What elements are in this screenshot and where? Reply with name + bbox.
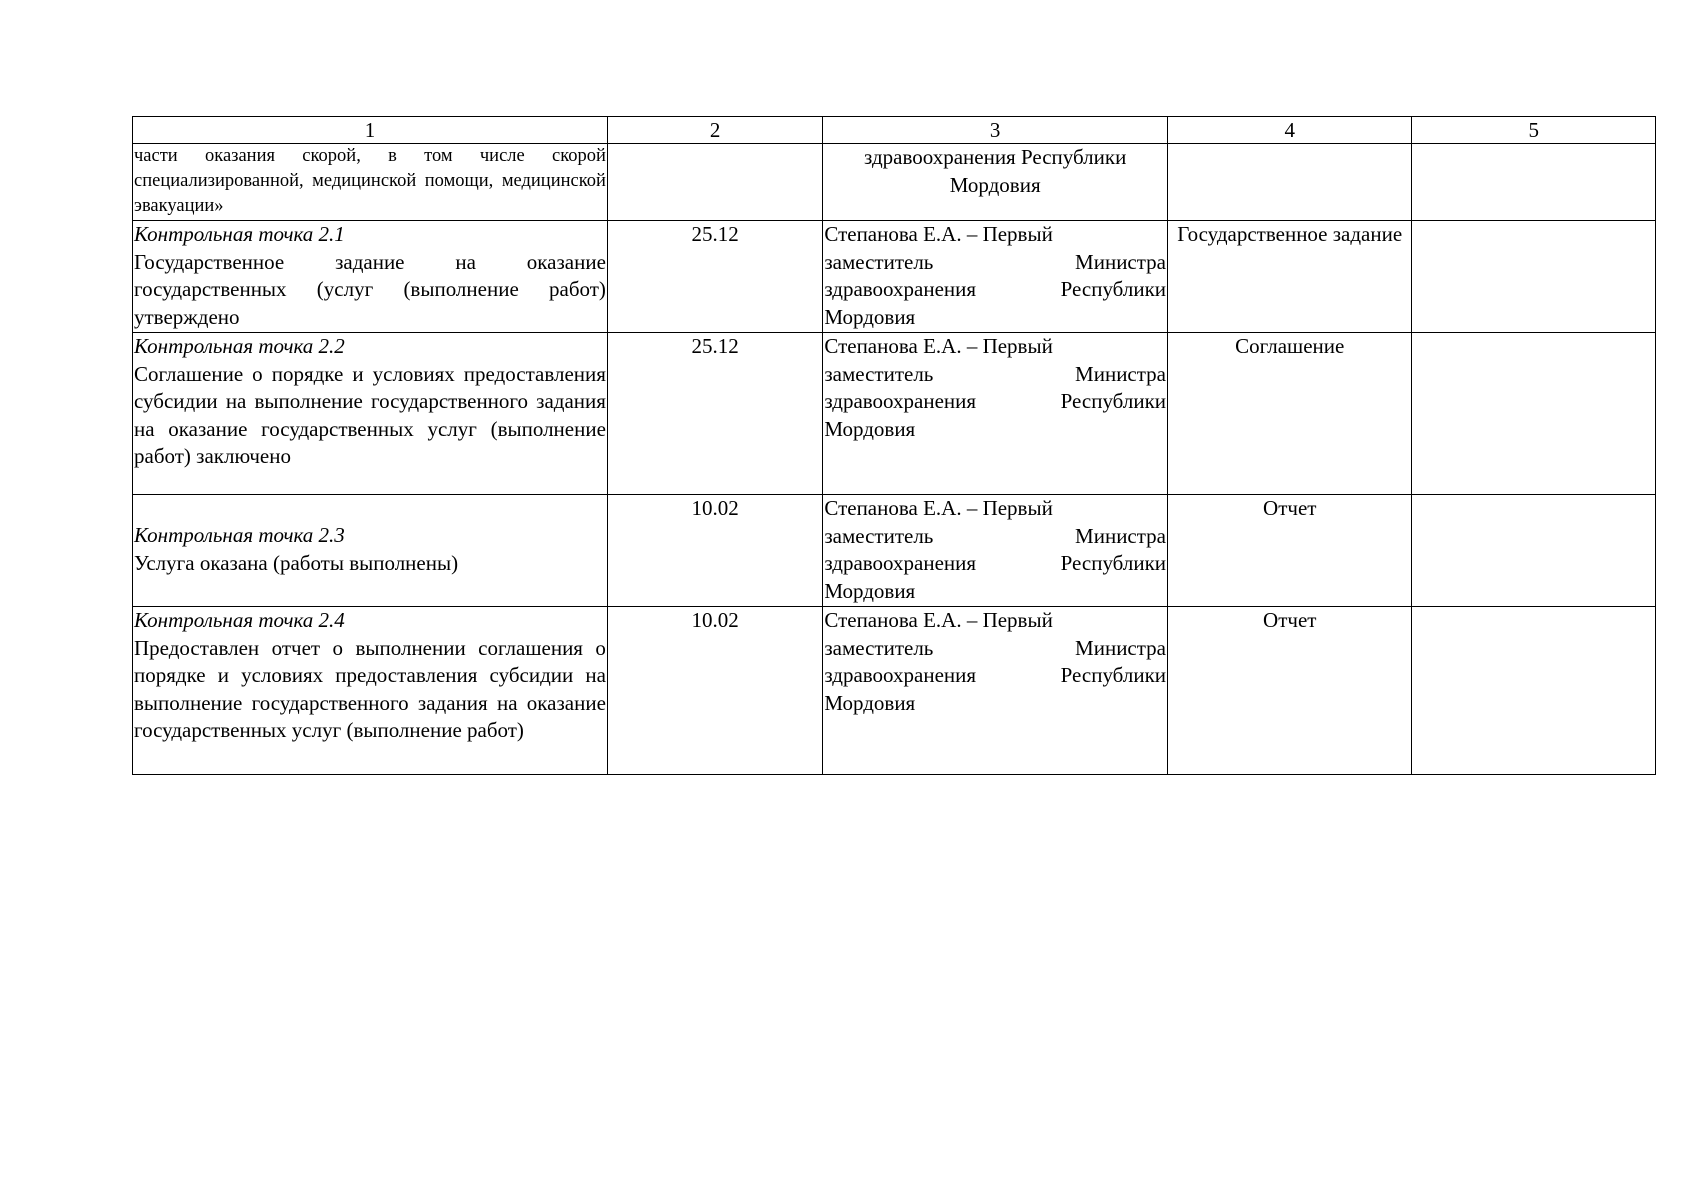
table-row (133, 221, 1656, 333)
extra-cell (1412, 333, 1656, 495)
header-row (133, 117, 1656, 144)
responsible-name: Степанова Е.А. – Первый (824, 496, 1053, 520)
responsible-cell (823, 495, 1168, 607)
date-cell: 25.12 (607, 333, 822, 495)
task-cell (133, 607, 608, 775)
responsible-position: заместитель Министра здравоохранения Республики Мордовия (824, 361, 1167, 441)
control-point-text: Государственное задание на оказание государственных (услуг (выполнение работ) утверждено (134, 249, 606, 329)
task-cell (133, 495, 608, 607)
responsible-cell (823, 607, 1168, 775)
control-point-label: Контрольная точка 2.4 (134, 608, 345, 632)
control-point-label: Контрольная точка 2.1 (134, 222, 345, 246)
document-cell: Государственное задание (1168, 221, 1412, 333)
document-cell: Соглашение (1168, 333, 1412, 495)
responsible-position: заместитель Министра здравоохранения Республики Мордовия (824, 523, 1167, 603)
table-row (133, 333, 1656, 495)
responsible-name: Степанова Е.А. – Первый (824, 608, 1053, 632)
header-cell-1: 1 (133, 117, 608, 144)
extra-cell (1412, 495, 1656, 607)
date-cell: 25.12 (607, 221, 822, 333)
table-row (133, 607, 1656, 775)
header-cell-4: 4 (1168, 117, 1412, 144)
extra-cell (1412, 607, 1656, 775)
task-cell (133, 333, 608, 495)
continuation-col2 (607, 144, 822, 221)
extra-cell (1412, 221, 1656, 333)
date-cell: 10.02 (607, 495, 822, 607)
header-cell-5: 5 (1412, 117, 1656, 144)
responsible-cell (823, 333, 1168, 495)
continuation-text: части оказания скорой, в том числе скорой специализированной, медицинской помощи, медицинской эвакуации» (134, 146, 606, 216)
continuation-col5 (1412, 144, 1656, 221)
header-cell-2: 2 (607, 117, 822, 144)
continuation-col4 (1168, 144, 1412, 221)
control-point-text: Соглашение о порядке и условиях предоставления субсидии на выполнение государственного задания на оказание государственных услуг (выполнение работ) заключено (134, 361, 606, 468)
responsible-name: Степанова Е.А. – Первый (824, 222, 1053, 246)
responsible-position: заместитель Министра здравоохранения Республики Мордовия (824, 249, 1167, 329)
continuation-row (133, 144, 1656, 221)
continuation-col1 (133, 144, 608, 221)
control-point-text: Услуга оказана (работы выполнены) (134, 550, 459, 575)
table-row (133, 495, 1656, 607)
responsible-cell (823, 221, 1168, 333)
control-point-label: Контрольная точка 2.2 (134, 334, 345, 358)
control-point-text: Предоставлен отчет о выполнении соглашения о порядке и условиях предоставления субсидии на выполнение государственного задания на оказание государственных услуг (выполнение работ) (134, 635, 606, 742)
document-cell: Отчет (1168, 495, 1412, 607)
date-cell: 10.02 (607, 607, 822, 775)
control-point-label: Контрольная точка 2.3 (134, 523, 345, 547)
task-cell (133, 221, 608, 333)
responsible-position: заместитель Министра здравоохранения Республики Мордовия (824, 635, 1167, 715)
header-cell-3: 3 (823, 117, 1168, 144)
continuation-col3: здравоохранения Республики Мордовия (823, 144, 1168, 221)
document-cell: Отчет (1168, 607, 1412, 775)
control-points-table (132, 116, 1656, 775)
responsible-name: Степанова Е.А. – Первый (824, 334, 1053, 358)
